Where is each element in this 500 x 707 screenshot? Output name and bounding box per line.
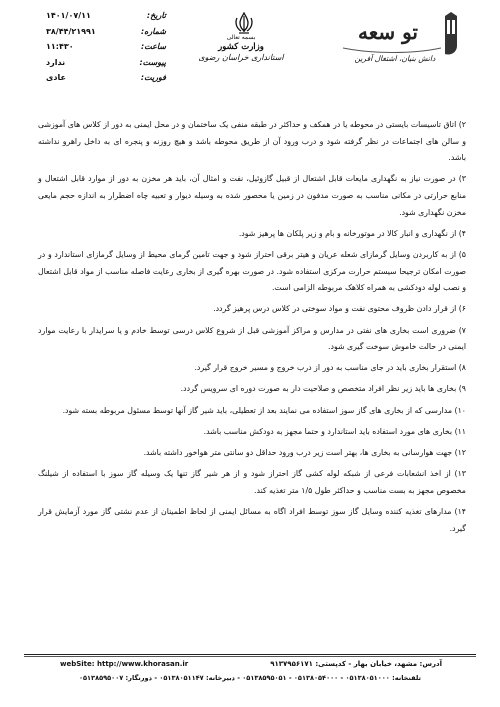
office-name: استانداری خراسان رضوی [198,53,284,62]
meta-number-value: ۳۸/۴۴/۲۱۹۹۱ [46,26,96,36]
meta-urgency [46,70,166,86]
meta-attachment [46,55,166,71]
letter-body [38,117,466,542]
clause-12: ۱۲) جهت هوارسانی به بخاری ها، بهتر است زیر درب ورود حداقل دو سانتی متر هواخور داشته باشد. [143,448,466,458]
ministry-name: وزارت کشور [218,42,264,52]
basmala-text: بسمه تعالی [226,34,256,41]
clause-2: ۲) اتاق تاسیسات بایستی در محوطه یا در همکف و حداکثر در طبقه منفی یک ساختمان و در محل ایمنی به دور از کلاس های آموزشی و سالن های اجتماعات در نظر گرفته شود و درب ورود آن از طریق محوطه باشد و هیچ روزنه و پنجره ای به داخل راهرو نداشته باشد. [38,120,466,163]
meta-urgency-label: فوریت: [140,73,166,82]
clause-14: ۱۴) مدارهای تغذیه کننده وسایل گاز سوز توسط افراد اگاه به مسائل ایمنی از لحاظ اطمینان از عدم نشتی گاز مورد آزمایش قرار گیرد. [38,507,466,533]
footer-website: webSite: http://www.khorasan.ir [60,660,189,668]
meta-date-label: تاریخ: [146,11,166,20]
logo-title: تو سعه [358,20,418,44]
meta-urgency-value: عادی [46,73,66,82]
clause-13: ۱۳) از اخذ انشعابات فرعی از شبکه لوله کشی گاز احتراز شود و از هر شیر گاز تنها یک وسیله گاز سوز با استفاده از شیلنگ مخصوص مجهز به بست مناسب و حداکثر طول ۱/۵ متر تغذیه کند. [38,469,466,495]
clause-7: ۷) ضروری است بخاری های نفتی در مدارس و مراکز آموزشی قبل از شروع کلاس درسی توسط خادم و یا سرایدار با رعایت موارد ایمنی در حالت خاموش سوخت گیری شود. [38,325,466,352]
national-emblem-icon [232,12,256,34]
meta-time-label: ساعت: [141,42,166,51]
clause-4: ۴) از نگهداری و انبار کالا در موتورخانه و بام و زیر پلکان ها پرهیز شود. [238,228,466,238]
footer-divider-thin [24,656,476,657]
meta-time [46,39,166,55]
meta-date [46,8,166,24]
clause-8: ۸) استقرار بخاری باید در جای مناسب به دور از درب خروج و مسیر خروج قرار گیرد. [194,363,466,373]
clause-10: ۱۰) مدارسی که از بخاری های گاز سوز استفاده می نمایند بعد از تعطیلی، باید شیر گاز آنها توسط مسئول مربوطه بسته شود. [62,405,466,415]
footer-divider [24,654,476,655]
clause-3: ۳) در صورت نیاز به نگهداری مایعات قابل اشتعال از قبیل گازوئیل، نفت و امثال آن، باید هر مخزن به دور از موارد قابل اشتعال و منابع حرارتی در مکانی مناسب به صورت مدفون در زمین یا محصور شده به وسیله دیوار و تعبیه چاه اضطرار به اندازه حجم مایعی مخزن نگهداری شود. [38,174,466,217]
meta-attachment-label: پیوست: [139,57,166,67]
clause-11: ۱۱) بخاری های مورد استفاده باید استاندارد و حتما مجهز به دودکش مناسب باشد. [203,426,466,436]
clause-5: ۵) از به کاربردن وسایل گرمازای شعله عریان و هیتر برقی احتراز شود و جهت تامین گرمای محیط از وسایل گرمازای استاندارد و در صورت امکان ترجیحا سیستم حرارت مرکزی استفاده شود. در صورت بهره گیری از بخاری رعایت فاصله مناسب از مواد قابل اشتعال و نصب لوله دودکشی به همراه کلاهک مربوطه الزامی است. [38,249,466,293]
logo-slogan: دانش بنیان، اشتغال آفرین [354,54,436,63]
footer-address: آدرس: مشهد، خیابان بهار - کدپستی: ۹۱۳۷۹۵۶۱۷۱ [270,660,442,668]
clause-6: ۶) از قرار دادن ظروف محتوی نفت و مواد سوختی در کلاس درس پرهیز گردد. [213,304,466,314]
meta-date-value: ۱۴۰۱/۰۷/۱۱ [46,11,91,20]
meta-attachment-value: ندارد [46,57,66,67]
letter-meta [46,8,166,86]
footer-phones: تلفنخانه: ۰۵۱۳۸۰۵۱۰۰۰ - ۰۵۱۳۸۰۵۴۰۰۰ - ۰۵۱۳۸۵۹۵۰۵۱ - دبیرخانه: ۰۵۱۳۸۰۵۱۱۴۷ - دورنگار: ۰۵۱۳۸۵۹۵۰۰۷ [78,674,422,682]
meta-number [46,24,166,40]
ministry-block [186,34,296,63]
clause-9: ۹) بخاری ها باید زیر نظر افراد متخصص و صلاحیت دار به صورت دوره ای سرویس گردد. [180,384,466,394]
meta-number-label: شماره: [140,26,166,36]
meta-time-value: ۱۱:۴۳۰ [46,42,74,51]
